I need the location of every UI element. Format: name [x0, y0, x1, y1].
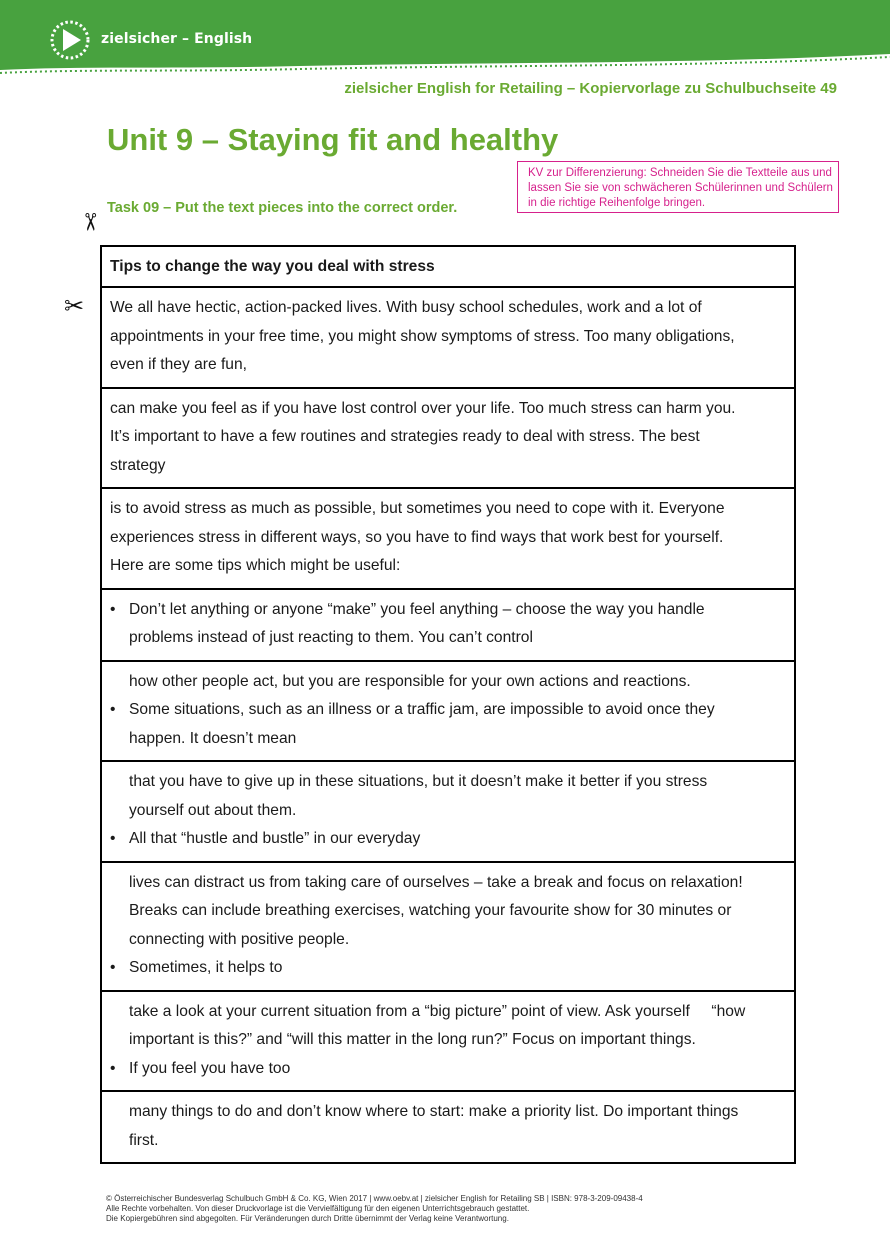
- text-line: Don’t let anything or anyone “make” you feel anything – choose the way you handle: [129, 600, 705, 618]
- table-row: [101, 589, 795, 661]
- text-line: how other people act, but you are responsible for your own actions and reactions.: [129, 672, 691, 690]
- bullet-item: [110, 1055, 784, 1084]
- text-line: important is this?” and “will this matter in the long run?” Focus on important things.: [129, 1031, 696, 1048]
- text-line: appointments in your free time, you might show symptoms of stress. Too many obligations,: [110, 327, 735, 345]
- tips-table: [100, 245, 796, 1164]
- header-banner: [0, 0, 890, 80]
- text-line: can make you feel as if you have lost control over your life. Too much stress can harm you.: [110, 399, 736, 417]
- text-line: many things to do and don’t know where to start: make a priority list. Do important things: [129, 1103, 739, 1120]
- footer-line: Alle Rechte vorbehalten. Von dieser Druckvorlage ist die Vervielfältigung für den eigenen Unterrichtsgebrauch gestattet.: [106, 1204, 530, 1213]
- bullet-marker: •: [110, 600, 116, 618]
- text-line: first.: [129, 1131, 159, 1149]
- text-line: yourself out about them.: [129, 801, 297, 819]
- footer-line: © Österreichischer Bundesverlag Schulbuch GmbH & Co. KG, Wien 2017 | www.oebv.at | zielsicher English for Retailing SB | ISBN: 978-3-209-09438-4: [106, 1194, 643, 1203]
- table-row: [101, 991, 795, 1092]
- logo-text: zielsicher – English: [101, 31, 253, 47]
- task-instruction: Task 09 – Put the text pieces into the correct order.: [107, 200, 458, 216]
- bullet-item: [110, 825, 784, 854]
- text-line: Some situations, such as an illness or a traffic jam, are impossible to avoid once they: [129, 701, 715, 718]
- text-line: Here are some tips which might be useful:: [110, 557, 401, 574]
- text-line: is to avoid stress as much as possible, but sometimes you need to cope with it. Everyone: [110, 500, 725, 517]
- text-line: If you feel you have too: [129, 1059, 291, 1077]
- table-row: [101, 661, 795, 762]
- bullet-item: [110, 954, 784, 983]
- copyright-footer: [106, 1194, 643, 1224]
- bullet-marker: •: [110, 830, 116, 847]
- table-header-row: [101, 246, 795, 287]
- text-line: that you have to give up in these situations, but it doesn’t make it better if you stress: [129, 773, 708, 790]
- table-row: [101, 862, 795, 991]
- teacher-note: KV zur Differenzierung: Schneiden Sie die Textteile aus und lassen Sie sie von schwächeren Schülerinnen und Schülern in die richtige Reihenfolge bringen.: [517, 161, 839, 213]
- text-line: It’s important to have a few routines and strategies ready to deal with stress. The best: [110, 428, 700, 445]
- text-line: problems instead of just reacting to them. You can’t control: [129, 629, 533, 646]
- page-title: Unit 9 – Staying fit and healthy: [107, 122, 559, 157]
- bullet-item: [110, 596, 784, 653]
- bullet-item: [110, 696, 784, 753]
- bullet-marker: •: [110, 1059, 116, 1077]
- subheader: zielsicher English for Retailing – Kopiervorlage zu Schulbuchseite 49: [344, 80, 837, 97]
- text-line: strategy: [110, 456, 166, 474]
- table-row: [101, 388, 795, 489]
- text-line: All that “hustle and bustle” in our everyday: [129, 830, 421, 847]
- table-row: [101, 287, 795, 388]
- text-line: experiences stress in different ways, so you have to find ways that work best for yourself.: [110, 528, 724, 546]
- table-row: [101, 1091, 795, 1163]
- table-header: Tips to change the way you deal with stress: [101, 246, 795, 287]
- footer-line: Die Kopiergebühren sind abgegolten. Für Veränderungen durch Dritte übernimmt der Verlag keine Verantwortung.: [106, 1214, 509, 1223]
- text-line: Breaks can include breathing exercises, watching your favourite show for 30 minutes or: [129, 902, 732, 919]
- scissors-icon: ✂: [64, 292, 85, 320]
- bullet-marker: •: [110, 701, 116, 718]
- text-line: lives can distract us from taking care of ourselves – take a break and focus on relaxation!: [129, 873, 743, 891]
- text-line: connecting with positive people.: [129, 930, 350, 948]
- text-line: We all have hectic, action-packed lives. With busy school schedules, work and a lot of: [110, 299, 702, 316]
- text-line: take a look at your current situation from a “big picture” point of view. Ask yourself “how: [129, 1002, 746, 1020]
- bullet-marker: •: [110, 959, 116, 976]
- text-line: Sometimes, it helps to: [129, 959, 283, 976]
- text-line: happen. It doesn’t mean: [129, 729, 297, 747]
- text-line: even if they are fun,: [110, 356, 247, 373]
- table-row: [101, 761, 795, 862]
- scissors-icon: ✂: [76, 211, 105, 233]
- table-row: [101, 488, 795, 589]
